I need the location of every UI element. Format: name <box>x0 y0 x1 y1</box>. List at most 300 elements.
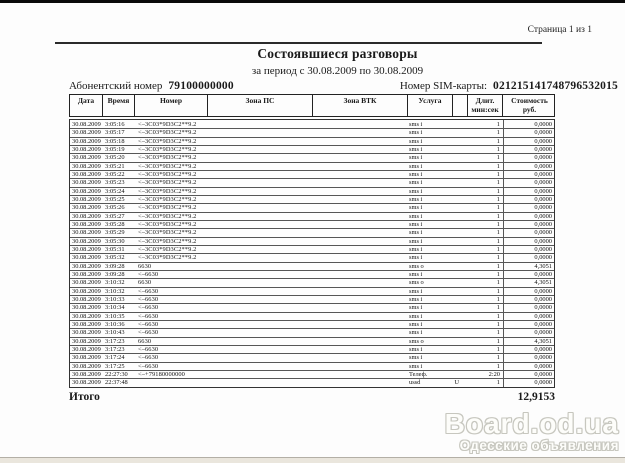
cell-time: 3:05:24 <box>105 187 125 195</box>
cell-date: 30.08.2009 <box>72 221 101 229</box>
cell-service <box>408 279 468 286</box>
cell-time: 3:17:23 <box>105 346 125 354</box>
table-row <box>70 278 554 286</box>
table-row <box>70 145 554 153</box>
table-row <box>70 320 554 328</box>
cell-cost: 0,0000 <box>503 221 556 228</box>
cell-service <box>408 204 468 211</box>
cell-service <box>408 338 468 345</box>
cell-duration: 1 <box>496 146 500 154</box>
cell-cost: 0,0000 <box>503 271 556 278</box>
cell-time: 3:05:29 <box>105 229 125 237</box>
cell-date: 30.08.2009 <box>72 204 101 212</box>
cell-service <box>408 346 468 353</box>
service-text: sms i <box>409 154 423 162</box>
cell-date: 30.08.2009 <box>72 287 101 295</box>
cell-duration: 1 <box>496 229 500 237</box>
cell-cost: 0,0000 <box>503 238 556 245</box>
cell-cost: 0,0000 <box>503 371 556 378</box>
cell-number: 6630 <box>138 262 152 270</box>
service-flag <box>459 221 468 228</box>
cell-number: 6630 <box>138 279 152 287</box>
table-row <box>70 303 554 311</box>
service-text: sms i <box>409 120 423 128</box>
cell-date: 30.08.2009 <box>72 321 101 329</box>
calls-table <box>69 94 555 388</box>
cell-date: 30.08.2009 <box>72 337 101 345</box>
cell-duration: 1 <box>496 312 500 320</box>
cell-cost: 0,0000 <box>503 179 556 186</box>
cell-service <box>408 196 468 203</box>
service-text: sms i <box>409 162 423 170</box>
service-flag: U <box>454 379 459 387</box>
cell-number: <–3C03*9D3C2**9.2 <box>138 204 197 212</box>
cell-duration: 1 <box>496 237 500 245</box>
cell-cost: 4,3051 <box>503 263 556 270</box>
cell-date: 30.08.2009 <box>72 171 101 179</box>
cell-service <box>408 354 468 361</box>
cell-number: <–3C03*9D3C2**9.2 <box>138 154 197 162</box>
cell-service <box>408 229 468 236</box>
service-flag <box>459 146 468 153</box>
cell-date: 30.08.2009 <box>72 237 101 245</box>
cell-date: 30.08.2009 <box>72 296 101 304</box>
service-text: sms i <box>409 179 423 187</box>
cell-date: 30.08.2009 <box>72 312 101 320</box>
subscriber-number: 79100000000 <box>168 80 234 92</box>
subscriber-line <box>69 80 618 92</box>
cell-date: 30.08.2009 <box>72 262 101 270</box>
cell-number: <–+79180000000 <box>138 371 185 378</box>
service-text: sms i <box>409 137 423 145</box>
service-flag <box>459 179 468 186</box>
service-text: sms o <box>409 337 424 345</box>
cell-cost: 0,0000 <box>503 329 556 336</box>
table-row <box>70 228 554 236</box>
cell-duration: 1 <box>496 187 500 195</box>
cell-time: 3:09:28 <box>105 262 125 270</box>
cell-time: 3:10:43 <box>105 329 125 337</box>
cell-cost: 0,0000 <box>503 288 556 295</box>
cell-duration: 1 <box>496 279 500 287</box>
cell-duration: 1 <box>496 129 500 137</box>
cell-duration: 1 <box>496 321 500 329</box>
service-flag <box>459 313 468 320</box>
cell-number: <–6630 <box>138 271 159 279</box>
service-flag <box>459 138 468 145</box>
cell-time: 3:17:25 <box>105 362 125 370</box>
service-flag <box>459 204 468 211</box>
cell-duration: 1 <box>496 304 500 312</box>
cell-cost: 0,0000 <box>503 138 556 145</box>
cell-date: 30.08.2009 <box>72 212 101 220</box>
service-flag <box>459 229 468 236</box>
column-header: Зона ПС <box>208 95 313 116</box>
service-text: sms o <box>409 262 424 270</box>
cell-service <box>408 188 468 195</box>
cell-number: <–6630 <box>138 346 159 354</box>
service-text: sms i <box>409 304 423 312</box>
column-header: Стоимость руб. <box>511 96 548 114</box>
watermark-site-name: Board.od.ua <box>444 408 619 439</box>
cell-time: 3:10:34 <box>105 304 125 312</box>
total-line <box>69 391 555 403</box>
cell-number: 6630 <box>138 337 152 345</box>
cell-cost: 0,0000 <box>503 254 556 261</box>
table-row <box>70 178 554 186</box>
service-text: Телеф. <box>409 371 428 378</box>
cell-duration: 2:20 <box>488 371 500 378</box>
cell-service <box>408 363 468 370</box>
table-row <box>70 187 554 195</box>
cell-number: <–3C03*9D3C2**9.2 <box>138 146 197 154</box>
cell-duration: 1 <box>496 120 500 128</box>
table-row <box>70 362 554 370</box>
service-flag <box>459 171 468 178</box>
cell-time: 3:05:19 <box>105 146 125 154</box>
service-flag <box>459 321 468 328</box>
cell-date: 30.08.2009 <box>72 129 101 137</box>
cell-cost: 0,0000 <box>503 354 556 361</box>
service-text: sms i <box>409 221 423 229</box>
cell-time: 3:05:20 <box>105 154 125 162</box>
cell-number: <–3C03*9D3C2**9.2 <box>138 162 197 170</box>
sim-label: Номер SIM-карты: <box>399 80 488 92</box>
service-flag <box>459 279 468 286</box>
service-text: sms i <box>409 354 423 362</box>
cell-number: <–3C03*9D3C2**9.2 <box>138 196 197 204</box>
service-text: sms i <box>409 187 423 195</box>
service-text: sms i <box>409 287 423 295</box>
table-row <box>70 253 554 261</box>
service-flag <box>459 288 468 295</box>
cell-cost: 0,0000 <box>503 229 556 236</box>
cell-service <box>408 213 468 220</box>
cell-service <box>408 129 468 136</box>
cell-cost: 0,0000 <box>503 379 556 386</box>
cell-number: <–3C03*9D3C2**9.2 <box>138 137 197 145</box>
cell-time: 3:05:25 <box>105 196 125 204</box>
cell-number: <–6630 <box>138 321 159 329</box>
cell-number: <–6630 <box>138 362 159 370</box>
cell-time: 3:10:33 <box>105 296 125 304</box>
service-flag <box>459 213 468 220</box>
cell-service <box>408 171 468 178</box>
cell-date: 30.08.2009 <box>72 146 101 154</box>
cell-time: 3:05:30 <box>105 237 125 245</box>
subscriber-number-group <box>69 80 234 92</box>
cell-date: 30.08.2009 <box>72 354 101 362</box>
cell-duration: 1 <box>496 287 500 295</box>
service-text: sms i <box>409 229 423 237</box>
cell-duration: 1 <box>496 246 500 254</box>
service-text: sms i <box>409 246 423 254</box>
cell-duration: 1 <box>496 154 500 162</box>
cell-duration: 1 <box>496 204 500 212</box>
cell-duration: 1 <box>496 362 500 370</box>
cell-duration: 1 <box>496 254 500 262</box>
column-header: Дата <box>70 95 103 116</box>
cell-duration: 1 <box>496 171 500 179</box>
cell-service <box>408 246 468 253</box>
cell-cost: 0,0000 <box>503 304 556 311</box>
service-flag <box>459 238 468 245</box>
cell-time: 3:10:32 <box>105 287 125 295</box>
cell-duration: 1 <box>496 354 500 362</box>
service-text: sms i <box>409 204 423 212</box>
cell-date: 30.08.2009 <box>72 246 101 254</box>
cell-date: 30.08.2009 <box>72 187 101 195</box>
column-header <box>453 95 468 116</box>
cell-duration: 1 <box>496 162 500 170</box>
table-row <box>70 195 554 203</box>
cell-service <box>408 379 468 386</box>
cell-cost: 0,0000 <box>503 120 556 128</box>
cell-time: 3:10:35 <box>105 312 125 320</box>
watermark-tagline: Одесские объявления <box>459 438 619 454</box>
cell-time: 3:05:23 <box>105 179 125 187</box>
cell-cost: 0,0000 <box>503 163 556 170</box>
cell-date: 30.08.2009 <box>72 154 101 162</box>
service-text: sms i <box>409 146 423 154</box>
title-block <box>55 46 620 77</box>
table-row <box>70 287 554 295</box>
cell-time: 3:10:36 <box>105 321 125 329</box>
cell-time: 3:17:24 <box>105 354 125 362</box>
table-row <box>70 270 554 278</box>
table-row <box>70 162 554 170</box>
cell-number: <–3C03*9D3C2**9.2 <box>138 187 197 195</box>
cell-service <box>408 371 468 378</box>
service-text: sms i <box>409 254 423 262</box>
cell-cost: 0,0000 <box>503 296 556 303</box>
service-flag <box>459 163 468 170</box>
service-text: sms i <box>409 329 423 337</box>
cell-date: 30.08.2009 <box>72 271 101 279</box>
cell-date: 30.08.2009 <box>72 379 101 387</box>
cell-duration: 1 <box>496 296 500 304</box>
table-row <box>70 212 554 220</box>
cell-time: 3:17:23 <box>105 337 125 345</box>
cell-cost: 0,0000 <box>503 196 556 203</box>
table-row <box>70 153 554 161</box>
cell-date: 30.08.2009 <box>72 229 101 237</box>
cell-cost: 0,0000 <box>503 146 556 153</box>
cell-number: <–6630 <box>138 312 159 320</box>
service-flag <box>459 354 468 361</box>
service-flag <box>459 188 468 195</box>
cell-cost: 0,0000 <box>503 213 556 220</box>
cell-time: 3:05:22 <box>105 171 125 179</box>
cell-number: <–3C03*9D3C2**9.2 <box>138 171 197 179</box>
service-text: sms i <box>409 321 423 329</box>
table-row <box>70 262 554 270</box>
cell-cost: 0,0000 <box>503 346 556 353</box>
table-row <box>70 245 554 253</box>
service-text: sms i <box>409 129 423 137</box>
cell-time: 22:27:30 <box>105 371 128 378</box>
column-header: Номер <box>135 95 208 116</box>
cell-duration: 1 <box>496 262 500 270</box>
cell-number: <–3C03*9D3C2**9.2 <box>138 221 197 229</box>
report-period: за период с 30.08.2009 по 30.08.2009 <box>251 65 424 77</box>
service-flag <box>459 363 468 370</box>
cell-duration: 1 <box>496 346 500 354</box>
sim-number: 021215141748796532015 <box>493 80 618 92</box>
cell-duration: 1 <box>496 137 500 145</box>
cell-date: 30.08.2009 <box>72 179 101 187</box>
cell-time: 3:05:21 <box>105 162 125 170</box>
service-flag <box>459 254 468 261</box>
column-header: Зона ВТК <box>313 95 408 116</box>
cell-cost: 0,0000 <box>503 129 556 136</box>
service-flag <box>459 304 468 311</box>
service-flag <box>459 263 468 270</box>
table-row <box>70 170 554 178</box>
column-header: Длит. мин:сек <box>468 95 503 116</box>
cell-number: <–6630 <box>138 329 159 337</box>
cell-number: <–3C03*9D3C2**9.2 <box>138 237 197 245</box>
service-text: sms i <box>409 212 423 220</box>
watermark <box>445 409 619 454</box>
cell-service <box>408 254 468 261</box>
cell-service <box>408 138 468 145</box>
table-row <box>70 353 554 361</box>
cell-cost: 0,0000 <box>503 246 556 253</box>
cell-date: 30.08.2009 <box>72 162 101 170</box>
service-flag <box>459 246 468 253</box>
service-text: sms i <box>409 271 423 279</box>
table-row <box>70 220 554 228</box>
service-text: sms i <box>409 362 423 370</box>
service-text: ussd <box>409 379 421 387</box>
table-row <box>70 128 554 136</box>
cell-time: 22:37:48 <box>105 379 128 387</box>
cell-service <box>408 329 468 336</box>
subscriber-label: Абонентский номер <box>69 80 163 92</box>
cell-cost: 4,3051 <box>503 338 556 345</box>
cell-cost: 0,0000 <box>503 204 556 211</box>
service-text: sms o <box>409 279 424 287</box>
cell-service <box>408 163 468 170</box>
table-row <box>70 328 554 336</box>
service-flag <box>459 296 468 303</box>
table-row <box>70 370 554 378</box>
cell-time: 3:05:32 <box>105 254 125 262</box>
cell-number: <–6630 <box>138 296 159 304</box>
cell-service <box>408 304 468 311</box>
cell-date: 30.08.2009 <box>72 371 101 378</box>
cell-number: <–3C03*9D3C2**9.2 <box>138 254 197 262</box>
cell-time: 3:05:16 <box>105 120 125 128</box>
cell-number: <–3C03*9D3C2**9.2 <box>138 212 197 220</box>
cell-service <box>408 271 468 278</box>
cell-cost: 4,3051 <box>503 279 556 286</box>
cell-date: 30.08.2009 <box>72 137 101 145</box>
cell-duration: 1 <box>496 212 500 220</box>
cell-service <box>408 221 468 228</box>
cell-duration: 1 <box>496 337 500 345</box>
cell-date: 30.08.2009 <box>72 254 101 262</box>
service-text: sms i <box>409 296 423 304</box>
table-row <box>70 203 554 211</box>
bottom-strip <box>0 457 625 463</box>
total-value: 12,9153 <box>517 391 555 403</box>
cell-service <box>408 179 468 186</box>
sim-number-group <box>400 80 618 92</box>
cell-date: 30.08.2009 <box>72 346 101 354</box>
service-flag <box>459 271 468 278</box>
top-border <box>0 0 625 3</box>
total-label: Итого <box>69 391 100 403</box>
cell-duration: 1 <box>496 221 500 229</box>
table-row <box>70 337 554 345</box>
cell-cost: 0,0000 <box>503 363 556 370</box>
cell-time: 3:05:27 <box>105 212 125 220</box>
table-row <box>70 237 554 245</box>
cell-number: <–6630 <box>138 304 159 312</box>
service-text: sms i <box>409 346 423 354</box>
cell-service <box>408 154 468 161</box>
page-number: Страница 1 из 1 <box>527 25 592 35</box>
cell-cost: 0,0000 <box>503 171 556 178</box>
service-flag <box>459 196 468 203</box>
cell-time: 3:05:26 <box>105 204 125 212</box>
table-header <box>69 94 555 117</box>
cell-service <box>408 238 468 245</box>
cell-duration: 1 <box>496 329 500 337</box>
cell-service <box>408 146 468 153</box>
cell-duration: 1 <box>496 379 500 387</box>
cell-time: 3:09:28 <box>105 271 125 279</box>
service-text: sms i <box>409 312 423 320</box>
service-flag <box>459 329 468 336</box>
table-row <box>70 378 554 386</box>
cell-service <box>408 121 468 128</box>
cell-date: 30.08.2009 <box>72 329 101 337</box>
cell-time: 3:10:32 <box>105 279 125 287</box>
cell-service <box>408 296 468 303</box>
cell-number: <–3C03*9D3C2**9.2 <box>138 246 197 254</box>
cell-number: <–3C03*9D3C2**9.2 <box>138 129 197 137</box>
cell-service <box>408 321 468 328</box>
cell-duration: 1 <box>496 179 500 187</box>
table-row <box>70 345 554 353</box>
cell-number: <–3C03*9D3C2**9.2 <box>138 229 197 237</box>
table-row <box>70 312 554 320</box>
cell-cost: 0,0000 <box>503 313 556 320</box>
cell-date: 30.08.2009 <box>72 120 101 128</box>
cell-date: 30.08.2009 <box>72 196 101 204</box>
service-flag <box>459 346 468 353</box>
column-header: Время <box>103 95 135 116</box>
table-row <box>70 295 554 303</box>
service-text: sms i <box>409 196 423 204</box>
cell-time: 3:05:17 <box>105 129 125 137</box>
service-text: sms i <box>409 171 423 179</box>
cell-service <box>408 288 468 295</box>
cell-date: 30.08.2009 <box>72 362 101 370</box>
service-text: sms i <box>409 237 423 245</box>
cell-date: 30.08.2009 <box>72 279 101 287</box>
cell-time: 3:05:31 <box>105 246 125 254</box>
cell-service <box>408 263 468 270</box>
service-flag <box>459 121 468 128</box>
cell-date: 30.08.2009 <box>72 304 101 312</box>
cell-time: 3:05:28 <box>105 221 125 229</box>
cell-duration: 1 <box>496 196 500 204</box>
cell-cost: 0,0000 <box>503 188 556 195</box>
